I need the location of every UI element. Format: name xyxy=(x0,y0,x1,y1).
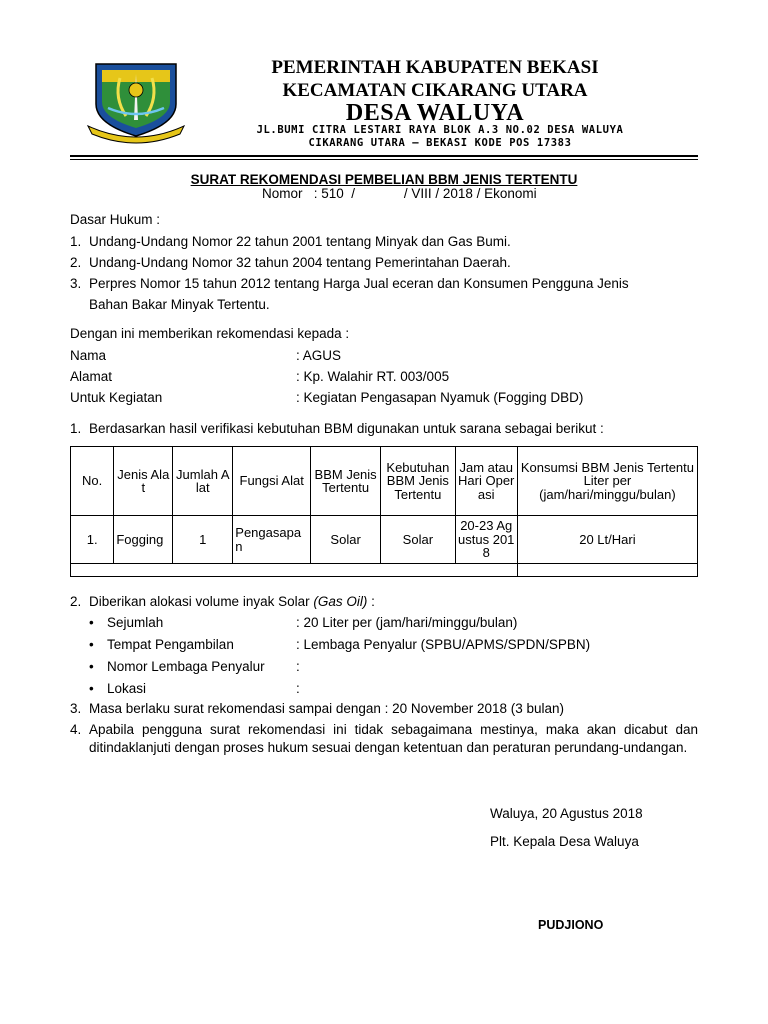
letter-title-text: SURAT REKOMENDASI PEMBELIAN BBM JENIS TERTENTU xyxy=(190,172,578,187)
table-header-cell: Jumlah Alat xyxy=(173,447,233,516)
table-cell: Fogging xyxy=(114,516,173,564)
signature-name: PUDJIONO xyxy=(538,918,604,932)
bullet-label-lokasi: Lokasi xyxy=(107,681,147,696)
bullet-icon: • xyxy=(89,659,94,674)
field-label-alamat: Alamat xyxy=(70,369,113,384)
recipient-intro: Dengan ini memberikan rekomendasi kepada : xyxy=(70,326,350,341)
point-1-text: Berdasarkan hasil verifikasi kebutuhan BBM digunakan untuk sarana sebagai berikut : xyxy=(89,421,604,436)
nomor-label: Nomor xyxy=(262,186,303,201)
point-2-text-prefix: Diberikan alokasi volume inyak Solar xyxy=(89,594,314,609)
bullet-value-nomor-lembaga: : xyxy=(296,659,300,674)
field-label-nama: Nama xyxy=(70,348,107,363)
table-header-row xyxy=(71,447,698,516)
dasar-hukum-item-2: Undang-Undang Nomor 32 tahun 2004 tentang Pemerintahan Daerah. xyxy=(89,255,511,270)
field-value-nama: : AGUS xyxy=(296,348,342,363)
nomor-value: : 510 / / VIII / 2018 / Ekonomi xyxy=(313,186,537,201)
signature-position: Plt. Kepala Desa Waluya xyxy=(490,834,639,849)
letterhead-address-2: CIKARANG UTARA – BEKASI KODE POS 17383 xyxy=(308,137,572,149)
point-2-text xyxy=(89,594,375,609)
dasar-hukum-num-2: 2. xyxy=(70,255,82,270)
letterhead-rule-thin xyxy=(70,159,698,160)
bullet-icon: • xyxy=(89,615,94,630)
table-cell: Pengasapan xyxy=(233,516,311,564)
point-4-num: 4. xyxy=(70,722,82,737)
point-2-text-italic: (Gas Oil) xyxy=(313,594,368,609)
bullet-icon: • xyxy=(89,681,94,696)
dasar-hukum-item-3-cont: Bahan Bakar Minyak Tertentu. xyxy=(89,297,270,312)
table-header-cell: Jam atau Hari Operasi xyxy=(455,447,517,516)
bekasi-regency-emblem-icon xyxy=(86,60,186,145)
bullet-label-sejumlah: Sejumlah xyxy=(107,615,164,630)
bullet-value-tempat: : Lembaga Penyalur (SPBU/APMS/SPDN/SPBN) xyxy=(296,637,591,652)
point-3-text: Masa berlaku surat rekomendasi sampai dengan : 20 November 2018 (3 bulan) xyxy=(89,701,565,716)
table-header-cell: BBM Jenis Tertentu xyxy=(311,447,381,516)
dasar-hukum-item-3: Perpres Nomor 15 tahun 2012 tentang Harga Jual eceran dan Konsumen Pengguna Jenis xyxy=(89,276,629,291)
table-row xyxy=(71,516,698,564)
point-2-num: 2. xyxy=(70,594,82,609)
table-cell: 20-23 Agustus 2018 xyxy=(455,516,517,564)
dasar-hukum-heading: Dasar Hukum : xyxy=(70,212,161,227)
letterhead-line-2: KECAMATAN CIKARANG UTARA xyxy=(282,80,588,101)
point-4-text: Apabila pengguna surat rekomendasi ini tidak sebagaimana mestinya, maka akan dicabut dan ditindaklanjuti dengan proses hukum sesuai dengan ketentuan dan peraturan perundang-undangan. xyxy=(89,722,698,755)
letterhead-address-1: JL.BUMI CITRA LESTARI RAYA BLOK A.3 NO.02 DESA WALUYA xyxy=(256,124,624,136)
bullet-icon: • xyxy=(89,637,94,652)
letterhead-rule-thick xyxy=(70,155,698,157)
table-cell: Solar xyxy=(311,516,381,564)
table-cell-empty xyxy=(71,564,518,577)
point-2-text-suffix: : xyxy=(367,594,375,609)
table-cell-empty xyxy=(517,564,697,577)
point-1-num: 1. xyxy=(70,421,82,436)
table-header-cell: Jenis Alat xyxy=(114,447,173,516)
bullet-value-sejumlah: : 20 Liter per (jam/hari/minggu/bulan) xyxy=(296,615,518,630)
dasar-hukum-num-3: 3. xyxy=(70,276,82,291)
table-cell: 1 xyxy=(173,516,233,564)
dasar-hukum-item-1: Undang-Undang Nomor 22 tahun 2001 tentang Minyak dan Gas Bumi. xyxy=(89,234,511,249)
field-label-kegiatan: Untuk Kegiatan xyxy=(70,390,163,405)
bullet-label-tempat: Tempat Pengambilan xyxy=(107,637,234,652)
point-3-num: 3. xyxy=(70,701,82,716)
field-value-kegiatan: : Kegiatan Pengasapan Nyamuk (Fogging DBD) xyxy=(296,390,584,405)
bullet-label-nomor-lembaga: Nomor Lembaga Penyalur xyxy=(107,659,265,674)
table-row-empty xyxy=(71,564,698,577)
bbm-table xyxy=(70,446,698,577)
table-header-cell: Fungsi Alat xyxy=(233,447,311,516)
table-cell: Solar xyxy=(381,516,455,564)
field-value-alamat: : Kp. Walahir RT. 003/005 xyxy=(296,369,450,384)
bullet-value-lokasi: : xyxy=(296,681,300,696)
table-cell: 20 Lt/Hari xyxy=(517,516,697,564)
table-header-cell: Kebutuhan BBM Jenis Tertentu xyxy=(381,447,455,516)
table-cell: 1. xyxy=(71,516,114,564)
letter-number xyxy=(262,186,537,201)
letterhead-line-1: PEMERINTAH KABUPATEN BEKASI xyxy=(271,57,599,78)
signature-place-date: Waluya, 20 Agustus 2018 xyxy=(490,806,643,821)
table-header-cell: No. xyxy=(71,447,114,516)
letterhead-line-3: DESA WALUYA xyxy=(345,100,525,126)
letter-title xyxy=(70,172,698,187)
table-header-cell: Konsumsi BBM Jenis Tertentu Liter per (jam/hari/minggu/bulan) xyxy=(517,447,697,516)
dasar-hukum-num-1: 1. xyxy=(70,234,82,249)
